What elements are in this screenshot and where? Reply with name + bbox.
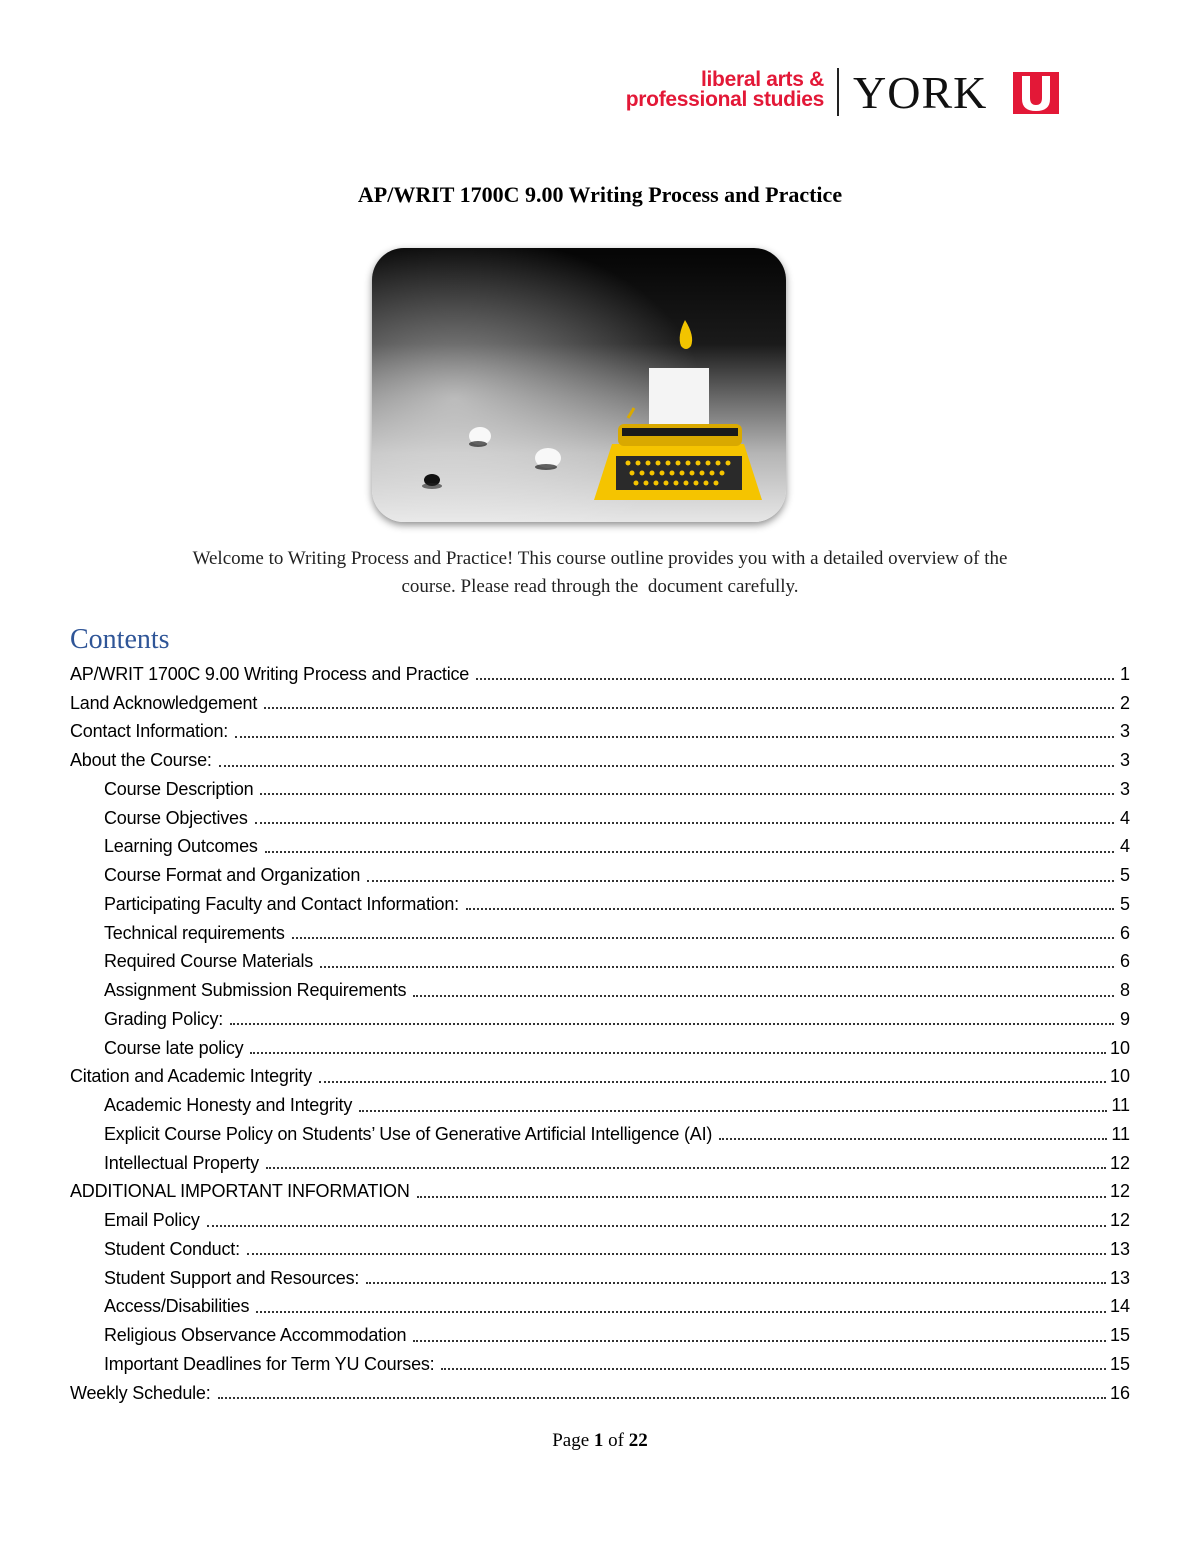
toc-entry-page[interactable]: 14	[1109, 1296, 1130, 1317]
toc-dot-leader	[235, 720, 1114, 738]
toc-dot-leader	[266, 1151, 1106, 1169]
page-of-text: of	[608, 1430, 624, 1451]
toc-dot-leader	[230, 1007, 1114, 1025]
toc-entry-label[interactable]: Participating Faculty and Contact Information:	[104, 893, 459, 914]
toc-entry[interactable]	[70, 1005, 1130, 1034]
toc-entry-page[interactable]: 15	[1109, 1325, 1130, 1346]
toc-dot-leader	[417, 1180, 1106, 1198]
table-of-contents	[70, 660, 1130, 1408]
toc-entry-page[interactable]: 13	[1109, 1267, 1130, 1288]
toc-entry[interactable]	[70, 1149, 1130, 1178]
york-u-logo-icon	[1013, 72, 1059, 114]
toc-dot-leader	[367, 864, 1114, 882]
intro-paragraph	[80, 545, 1120, 601]
toc-entry[interactable]	[70, 1034, 1130, 1063]
toc-dot-leader	[366, 1266, 1106, 1284]
current-page-number: 1	[593, 1430, 604, 1451]
toc-dot-leader	[292, 921, 1114, 939]
toc-entry-page[interactable]: 6	[1119, 951, 1130, 972]
toc-entry[interactable]	[70, 1350, 1130, 1379]
toc-entry[interactable]	[70, 1264, 1130, 1293]
toc-entry-page[interactable]: 12	[1109, 1181, 1130, 1202]
toc-entry-page[interactable]: 8	[1119, 980, 1130, 1001]
toc-entry-page[interactable]: 5	[1119, 893, 1130, 914]
toc-entry-label[interactable]: Required Course Materials	[104, 951, 314, 972]
toc-entry-label[interactable]: Access/Disabilities	[104, 1296, 250, 1317]
toc-entry[interactable]	[70, 1379, 1130, 1408]
toc-entry-label[interactable]: Technical requirements	[104, 922, 285, 943]
toc-entry-page[interactable]: 11	[1111, 1095, 1130, 1116]
toc-entry[interactable]	[70, 861, 1130, 890]
toc-entry-label[interactable]: Intellectual Property	[104, 1152, 259, 1173]
toc-dot-leader	[207, 1209, 1106, 1227]
toc-dot-leader	[256, 1295, 1106, 1313]
toc-entry-label[interactable]: Contact Information:	[70, 721, 229, 742]
toc-entry[interactable]	[70, 919, 1130, 948]
toc-entry[interactable]	[70, 718, 1130, 747]
toc-entry-label[interactable]: Weekly Schedule:	[70, 1382, 211, 1403]
toc-entry-label[interactable]: Citation and Academic Integrity	[70, 1066, 312, 1087]
toc-dot-leader	[219, 749, 1114, 767]
toc-entry-label[interactable]: About the Course:	[70, 750, 212, 771]
toc-entry-label[interactable]: Student Conduct:	[104, 1238, 240, 1259]
document-title: AP/WRIT 1700C 9.00 Writing Process and Practice	[357, 182, 843, 207]
toc-dot-leader	[441, 1352, 1105, 1370]
toc-dot-leader	[413, 1324, 1106, 1342]
toc-entry[interactable]	[70, 948, 1130, 977]
toc-entry-label[interactable]: ADDITIONAL IMPORTANT INFORMATION	[70, 1181, 410, 1202]
toc-entry-label[interactable]: Important Deadlines for Term YU Courses:	[104, 1353, 435, 1374]
intro-line-2: course. Please read through the document carefully.	[401, 576, 799, 597]
toc-entry-page[interactable]: 9	[1119, 1008, 1130, 1029]
toc-entry-label[interactable]: Course Format and Organization	[104, 865, 361, 886]
toc-entry[interactable]	[70, 689, 1130, 718]
toc-dot-leader	[260, 777, 1114, 795]
toc-entry[interactable]	[70, 833, 1130, 862]
contents-heading: Contents	[70, 624, 170, 655]
logo-divider	[837, 68, 839, 116]
toc-entry-label[interactable]: AP/WRIT 1700C 9.00 Writing Process and Practice	[70, 663, 470, 684]
toc-entry[interactable]	[70, 804, 1130, 833]
toc-entry[interactable]	[70, 746, 1130, 775]
toc-entry-label[interactable]: Grading Policy:	[104, 1008, 224, 1029]
toc-entry-page[interactable]: 4	[1119, 836, 1130, 857]
toc-entry[interactable]	[70, 1120, 1130, 1149]
toc-entry-page[interactable]: 3	[1119, 750, 1130, 771]
toc-entry-label[interactable]: Religious Observance Accommodation	[104, 1325, 407, 1346]
intro-line-1: Welcome to Writing Process and Practice! This course outline provides you with a detailed overview of the	[192, 548, 1008, 569]
toc-entry-label[interactable]: Student Support and Resources:	[104, 1267, 360, 1288]
toc-dot-leader	[264, 691, 1114, 709]
toc-entry-label[interactable]: Land Acknowledgement	[70, 692, 258, 713]
toc-dot-leader	[413, 979, 1114, 997]
york-laps-logo	[610, 66, 1070, 122]
toc-entry-label[interactable]: Course late policy	[104, 1037, 244, 1058]
toc-entry[interactable]	[70, 890, 1130, 919]
toc-entry[interactable]	[70, 1091, 1130, 1120]
toc-entry-label[interactable]: Course Description	[104, 778, 254, 799]
toc-entry-page[interactable]: 6	[1119, 922, 1130, 943]
toc-entry[interactable]	[70, 1235, 1130, 1264]
toc-dot-leader	[719, 1122, 1107, 1140]
toc-entry-page[interactable]: 3	[1119, 778, 1130, 799]
toc-entry-page[interactable]: 15	[1109, 1353, 1130, 1374]
toc-entry-page[interactable]: 5	[1119, 865, 1130, 886]
toc-entry[interactable]	[70, 976, 1130, 1005]
toc-entry-page[interactable]: 13	[1109, 1238, 1130, 1259]
toc-dot-leader	[218, 1381, 1106, 1399]
toc-entry-label[interactable]: Assignment Submission Requirements	[104, 980, 407, 1001]
toc-entry-page[interactable]: 11	[1111, 1123, 1130, 1144]
toc-entry-page[interactable]: 2	[1119, 692, 1130, 713]
toc-dot-leader	[247, 1237, 1106, 1255]
toc-entry[interactable]	[70, 775, 1130, 804]
toc-entry-label[interactable]: Explicit Course Policy on Students’ Use of Generative Artificial Intelligence (AI)	[104, 1123, 713, 1144]
toc-entry-page[interactable]: 4	[1119, 807, 1130, 828]
toc-dot-leader	[359, 1094, 1107, 1112]
toc-entry-page[interactable]: 16	[1109, 1382, 1130, 1403]
toc-dot-leader	[265, 835, 1114, 853]
toc-dot-leader	[320, 950, 1114, 968]
typewriter-illustration	[372, 248, 786, 522]
toc-entry[interactable]	[70, 1063, 1130, 1092]
page-footer	[0, 1430, 1200, 1452]
toc-dot-leader	[255, 806, 1114, 824]
toc-entry[interactable]	[70, 1206, 1130, 1235]
toc-entry-page[interactable]: 12	[1109, 1152, 1130, 1173]
toc-entry-page[interactable]: 10	[1109, 1066, 1130, 1087]
toc-dot-leader	[466, 892, 1114, 910]
toc-dot-leader	[476, 662, 1114, 680]
logo-line-2: professional studies	[625, 88, 824, 111]
toc-entry-label[interactable]: Learning Outcomes	[104, 836, 258, 857]
total-pages-number: 22	[628, 1430, 648, 1451]
toc-entry-page[interactable]: 1	[1119, 663, 1130, 684]
toc-entry[interactable]	[70, 1178, 1130, 1207]
toc-entry-label[interactable]: Academic Honesty and Integrity	[104, 1095, 353, 1116]
toc-dot-leader	[319, 1065, 1106, 1083]
logo-york-wordmark: YORK	[853, 67, 988, 118]
toc-entry[interactable]	[70, 660, 1130, 689]
page-prefix: Page	[552, 1430, 590, 1451]
toc-entry-page[interactable]: 12	[1109, 1210, 1130, 1231]
toc-entry[interactable]	[70, 1321, 1130, 1350]
logo-faculty-text	[610, 70, 824, 110]
toc-entry-page[interactable]: 10	[1109, 1037, 1130, 1058]
toc-entry-label[interactable]: Course Objectives	[104, 807, 248, 828]
logo-line-1: liberal arts &	[700, 68, 824, 91]
toc-dot-leader	[250, 1036, 1106, 1054]
toc-entry-label[interactable]: Email Policy	[104, 1210, 200, 1231]
toc-entry-page[interactable]: 3	[1119, 721, 1130, 742]
toc-entry[interactable]	[70, 1293, 1130, 1322]
